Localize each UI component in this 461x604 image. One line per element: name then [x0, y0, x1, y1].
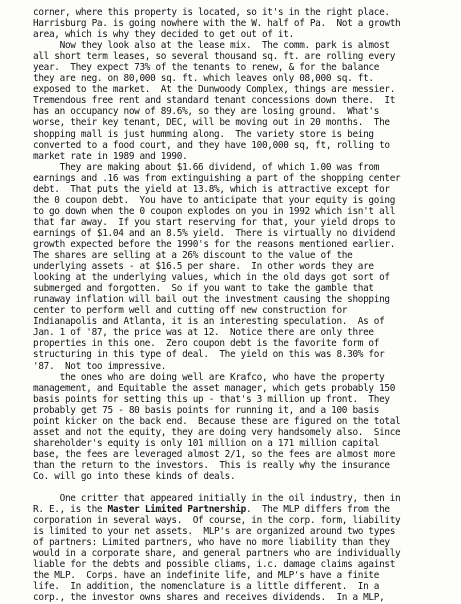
- text-line: underlying assets - at $16.5 per share. In other words they are: [33, 261, 374, 273]
- text-line: to go down when the 0 coupon explodes on you in 1992 which isn't all: [33, 205, 396, 217]
- text-line: corporation in several ways. Of course, in the corp. form, liability: [33, 515, 401, 527]
- text-line: The shares are selling at a 26% discount to the value of the: [33, 250, 353, 262]
- text-line: management, and Equitable the asset manager, which gets probably 150: [33, 382, 396, 394]
- text-line: asset and not the equity, they are doing very handsomely also. Since: [33, 426, 401, 438]
- text-line: basis points for setting this up - that's 3 million up front. They: [33, 393, 390, 405]
- paragraph-mlp: [33, 493, 453, 603]
- text-segment: R. E., is the: [33, 504, 108, 516]
- text-line: exposed to the market. At the Dunwoody Complex, things are messier.: [33, 84, 396, 96]
- text-line-with-emphasis: [33, 504, 453, 515]
- text-line: shareholder's equity is only 101 million on a 171 million capital: [33, 437, 380, 449]
- emphasized-term: Master Limited Partnership: [107, 504, 246, 516]
- text-line: converted to a food court, and they have 100,000 sq, ft, rolling to: [33, 139, 390, 151]
- text-line: market rate in 1989 and 1990.: [33, 150, 188, 162]
- text-line: They are making about $1.66 dividend, of which 1.00 was from: [33, 161, 380, 173]
- paragraph-management-fees: [33, 372, 453, 482]
- text-line: shopping mall is just humming along. The variety store is being: [33, 128, 374, 140]
- text-line: properties in this one. Zero coupon debt is the favorite form of: [33, 338, 380, 350]
- paragraph-property-location: [33, 7, 453, 40]
- text-line: life. In addition, the nomenclature is a little different. In a: [33, 581, 380, 593]
- body-text: [33, 7, 453, 604]
- text-line: Jan. 1 of '87, the price was at 12. Notice there are only three: [33, 327, 374, 339]
- text-line: earnings of $1.04 and an 8.5% yield. There is virtually no dividend: [33, 227, 396, 239]
- text-line: the ones who are doing well are Krafco, who have the property: [33, 371, 385, 383]
- text-line: center to perform well and cutting off new construction for: [33, 305, 348, 317]
- text-line: liable for the debts and possible cliams, i.c. damage claims against: [33, 559, 396, 571]
- text-line: they are neg. on 80,000 sq. ft. which leaves only 08,000 sq. ft.: [33, 73, 374, 85]
- text-line: runaway inflation will bail out the investment causing the shopping: [33, 294, 390, 306]
- text-line: point kicker on the back end. Because these are figured on the total: [33, 415, 401, 427]
- text-line: Now they look also at the lease mix. The comm. park is almost: [33, 40, 390, 52]
- text-line: Indianapolis and Atlanta, it is an interesting speculation. As of: [33, 316, 385, 328]
- text-line: structuring in this type of deal. The yield on this was 8.30% for: [33, 349, 385, 361]
- text-line: Harrisburg Pa. is going nowhere with the W. half of Pa. Not a growth: [33, 18, 401, 30]
- text-line: would in a corporate share, and general partners who are individually: [33, 548, 401, 560]
- text-line: the 0 coupon debt. You have to anticipate that your equity is going: [33, 194, 396, 206]
- text-line: Tremendous free rent and standard tenant concessions down there. It: [33, 95, 396, 107]
- text-line: is limited to your net assets. MLP's are organized around two types: [33, 526, 396, 538]
- text-line: that far away. If you start reserving for that, your yield drops to: [33, 216, 396, 228]
- text-line: submerged and forgotten. So if you want to take the gamble that: [33, 283, 374, 295]
- text-line: all short term leases, so several thousand sq. ft. are rolling every: [33, 51, 396, 63]
- text-line: probably get 75 - 80 basis points for running it, and a 100 basis: [33, 404, 380, 416]
- text-line: base, the fees are leveraged almost 2/1, so the fees are almost more: [33, 448, 396, 460]
- text-line: One critter that appeared initially in the oil industry, then in: [33, 493, 401, 505]
- text-line: Co. will go into these kinds of deals.: [33, 470, 236, 482]
- text-line: corner, where this property is located, so it's in the right place.: [33, 7, 390, 18]
- text-line: debt. That puts the yield at 13.8%, which is attractive except for: [33, 183, 390, 195]
- paragraph-dividend: [33, 162, 453, 372]
- text-line: corp., the investor owns shares and receives dividends. In a MLP,: [33, 592, 385, 604]
- text-line: earnings and .16 was from extinguishing a part of the shopping center: [33, 172, 401, 184]
- text-line: area, which is why they decided to get out of it.: [33, 29, 294, 41]
- text-line: worse, their key tenant, DEC, will be moving out in 20 months. The: [33, 117, 390, 129]
- paragraph-lease-mix: [33, 40, 453, 162]
- text-line: than the return to the investors. This is really why the insurance: [33, 459, 390, 471]
- text-line: the MLP. Corps. have an indefinite life, and MLP's have a finite: [33, 570, 380, 582]
- text-segment: . The MLP differs from the: [245, 504, 390, 516]
- paragraph-gap: [33, 482, 453, 493]
- text-line: looking at the underlying values, which in the old days got sort of: [33, 272, 390, 284]
- text-line: of partners: Limited partners, who have no more liability than they: [33, 537, 390, 549]
- text-line: '87. Not too impressive.: [33, 360, 167, 372]
- text-line: year. They expect 73% of the tenants to renew, & for the balance: [33, 62, 380, 74]
- text-line: has an occupancy now of 89.6%, so they are losing ground. What's: [33, 106, 380, 118]
- text-line: growth expected before the 1990's for the reasons mentioned earlier.: [33, 238, 396, 250]
